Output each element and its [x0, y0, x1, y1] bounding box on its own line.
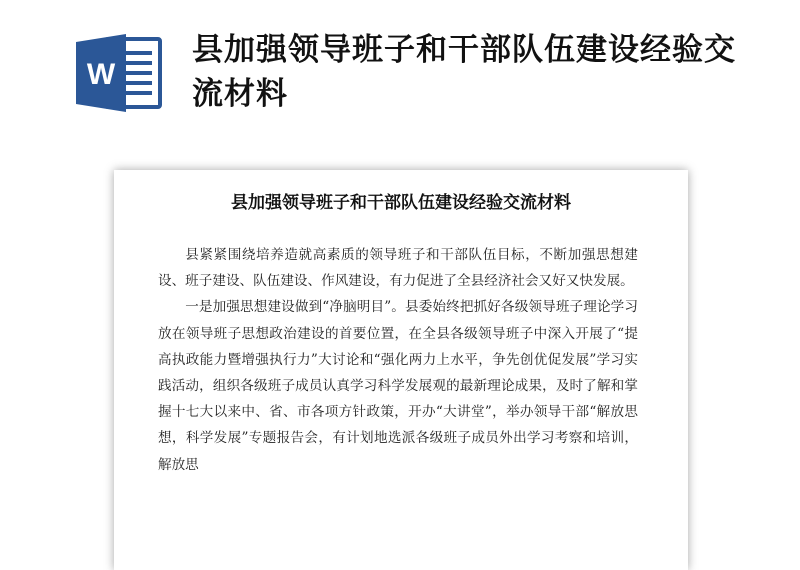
header: [0, 0, 800, 160]
document-preview: [114, 170, 688, 570]
page-title: 县加强领导班子和干部队伍建设经验交流材料: [192, 32, 736, 112]
paragraph-2: 一是加强思想建设做到“净脑明目”。县委始终把抓好各级领导班子理论学习放在领导班子思想政治建设的首要位置，在全县各级领导班子中深入开展了“提高执政能力暨增强执行力”大讨论和“强化两力上水平，争先创优促发展”学习实践活动，组织各级班子成员认真学习科学发展观的最新理论成果，及时了解和掌握十七大以来中、省、市各项方针政策，开办“大讲堂”，举办领导干部“解放思想，科学发展”专题报告会，有计划地选派各级班子成员外出学习考察和培训，解放思: [158, 299, 638, 473]
paragraph-1: 县紧紧围绕培养造就高素质的领导班子和干部队伍目标，不断加强思想建设、班子建设、队伍建设、作风建设，有力促进了全县经济社会又好又快发展。: [158, 247, 638, 290]
word-document-icon: [76, 32, 164, 114]
document-body: [158, 242, 638, 478]
document-title: 县加强领导班子和干部队伍建设经验交流材料: [231, 193, 571, 213]
word-icon-letter: W: [86, 58, 116, 91]
